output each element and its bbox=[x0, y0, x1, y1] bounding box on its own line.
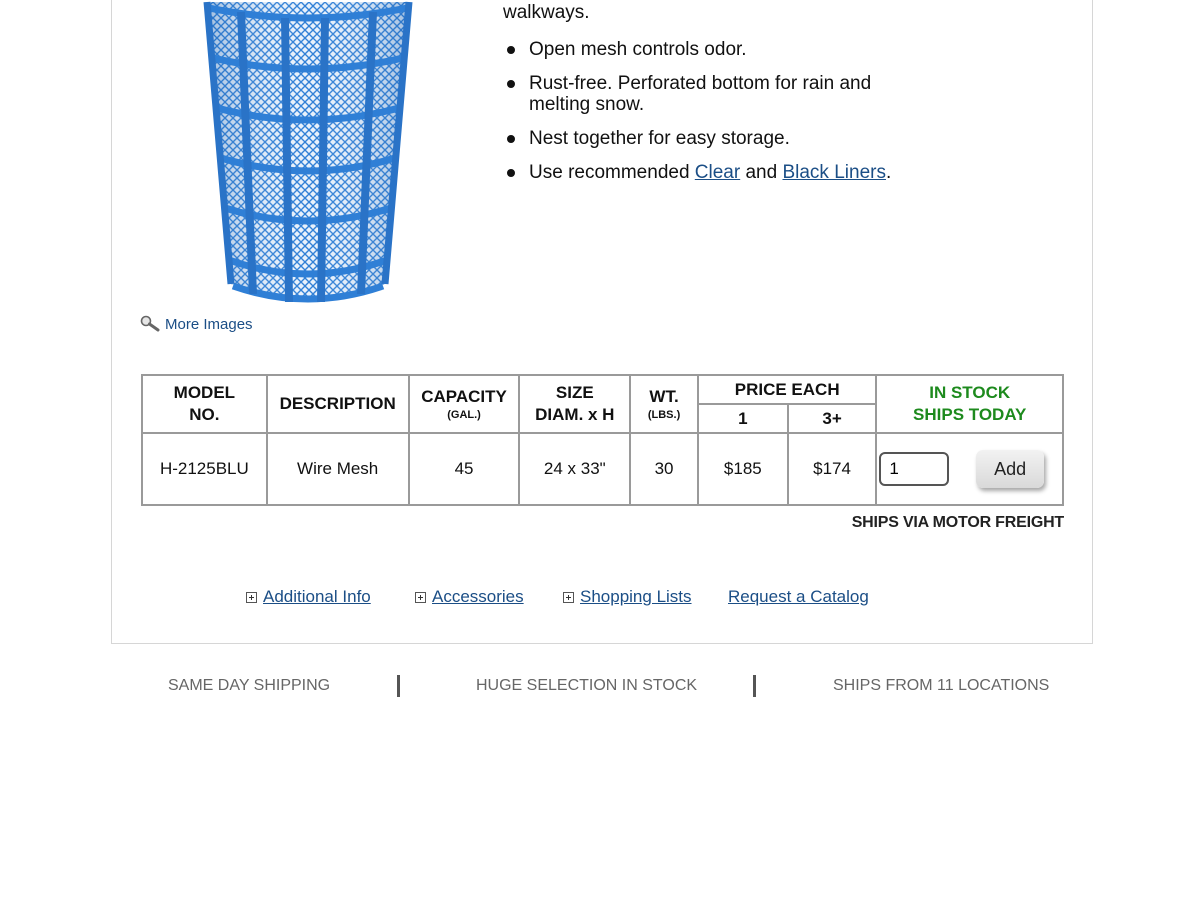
additional-info-link[interactable] bbox=[246, 587, 371, 607]
product-description bbox=[503, 2, 963, 196]
header-in-stock: IN STOCK SHIPS TODAY bbox=[876, 375, 1063, 433]
feature-same-day-shipping: SAME DAY SHIPPING bbox=[168, 677, 331, 694]
liners-and: and bbox=[740, 162, 783, 183]
cell-price-1: $185 bbox=[698, 433, 788, 505]
feature-bullets bbox=[503, 39, 963, 183]
header-weight: WT. (LBS.) bbox=[630, 375, 698, 433]
cell-description: Wire Mesh bbox=[267, 433, 409, 505]
header-qty-1: 1 bbox=[698, 404, 788, 433]
cell-capacity: 45 bbox=[409, 433, 520, 505]
cell-size: 24 x 33" bbox=[519, 433, 630, 505]
accessories-link[interactable] bbox=[415, 587, 524, 607]
cell-price-3plus: $174 bbox=[788, 433, 877, 505]
expand-plus-icon bbox=[563, 592, 574, 603]
liners-suffix: . bbox=[885, 162, 892, 183]
feature-huge-selection: HUGE SELECTION IN STOCK bbox=[476, 677, 698, 694]
black-liners-link[interactable]: Black Liners bbox=[782, 162, 886, 183]
bullet-item-liners bbox=[529, 162, 963, 183]
shipping-note: SHIPS VIA MOTOR FREIGHT bbox=[851, 514, 1064, 531]
header-price-each: PRICE EACH bbox=[698, 375, 876, 404]
product-table bbox=[141, 374, 1064, 506]
more-images-link[interactable] bbox=[139, 315, 253, 333]
add-button[interactable]: Add bbox=[976, 450, 1044, 488]
cell-weight: 30 bbox=[630, 433, 698, 505]
header-description: DESCRIPTION bbox=[267, 375, 409, 433]
cell-model: H-2125BLU bbox=[142, 433, 267, 505]
bullet-item: Rust-free. Perforated bottom for rain and melting snow. bbox=[529, 73, 899, 115]
header-capacity: CAPACITY (GAL.) bbox=[409, 375, 520, 433]
more-images-label: More Images bbox=[165, 315, 253, 333]
shopping-lists-link[interactable] bbox=[563, 587, 692, 607]
quantity-input[interactable] bbox=[879, 452, 949, 486]
bullet-item: Open mesh controls odor. bbox=[529, 39, 963, 60]
header-model: MODEL NO. bbox=[142, 375, 267, 433]
expand-plus-icon bbox=[246, 592, 257, 603]
request-catalog-link[interactable]: Request a Catalog bbox=[728, 587, 869, 606]
header-qty-3plus: 3+ bbox=[788, 404, 877, 433]
table-row bbox=[142, 433, 1063, 505]
feature-ships-from-locations: SHIPS FROM 11 LOCATIONS bbox=[833, 677, 1050, 694]
accessories-label: Accessories bbox=[432, 587, 524, 606]
additional-info-label: Additional Info bbox=[263, 587, 371, 606]
shopping-lists-label: Shopping Lists bbox=[580, 587, 692, 606]
cell-add-to-cart bbox=[876, 433, 1063, 505]
divider bbox=[753, 675, 756, 697]
product-image bbox=[201, 0, 416, 308]
expand-plus-icon bbox=[415, 592, 426, 603]
magnifier-icon bbox=[139, 315, 161, 333]
header-size: SIZE DIAM. x H bbox=[519, 375, 630, 433]
clear-liners-link[interactable]: Clear bbox=[694, 162, 741, 183]
divider bbox=[397, 675, 400, 697]
liners-prefix: Use recommended bbox=[529, 162, 695, 183]
description-lead: walkways. bbox=[503, 2, 590, 23]
product-card bbox=[111, 0, 1093, 644]
bullet-item: Nest together for easy storage. bbox=[529, 128, 963, 149]
